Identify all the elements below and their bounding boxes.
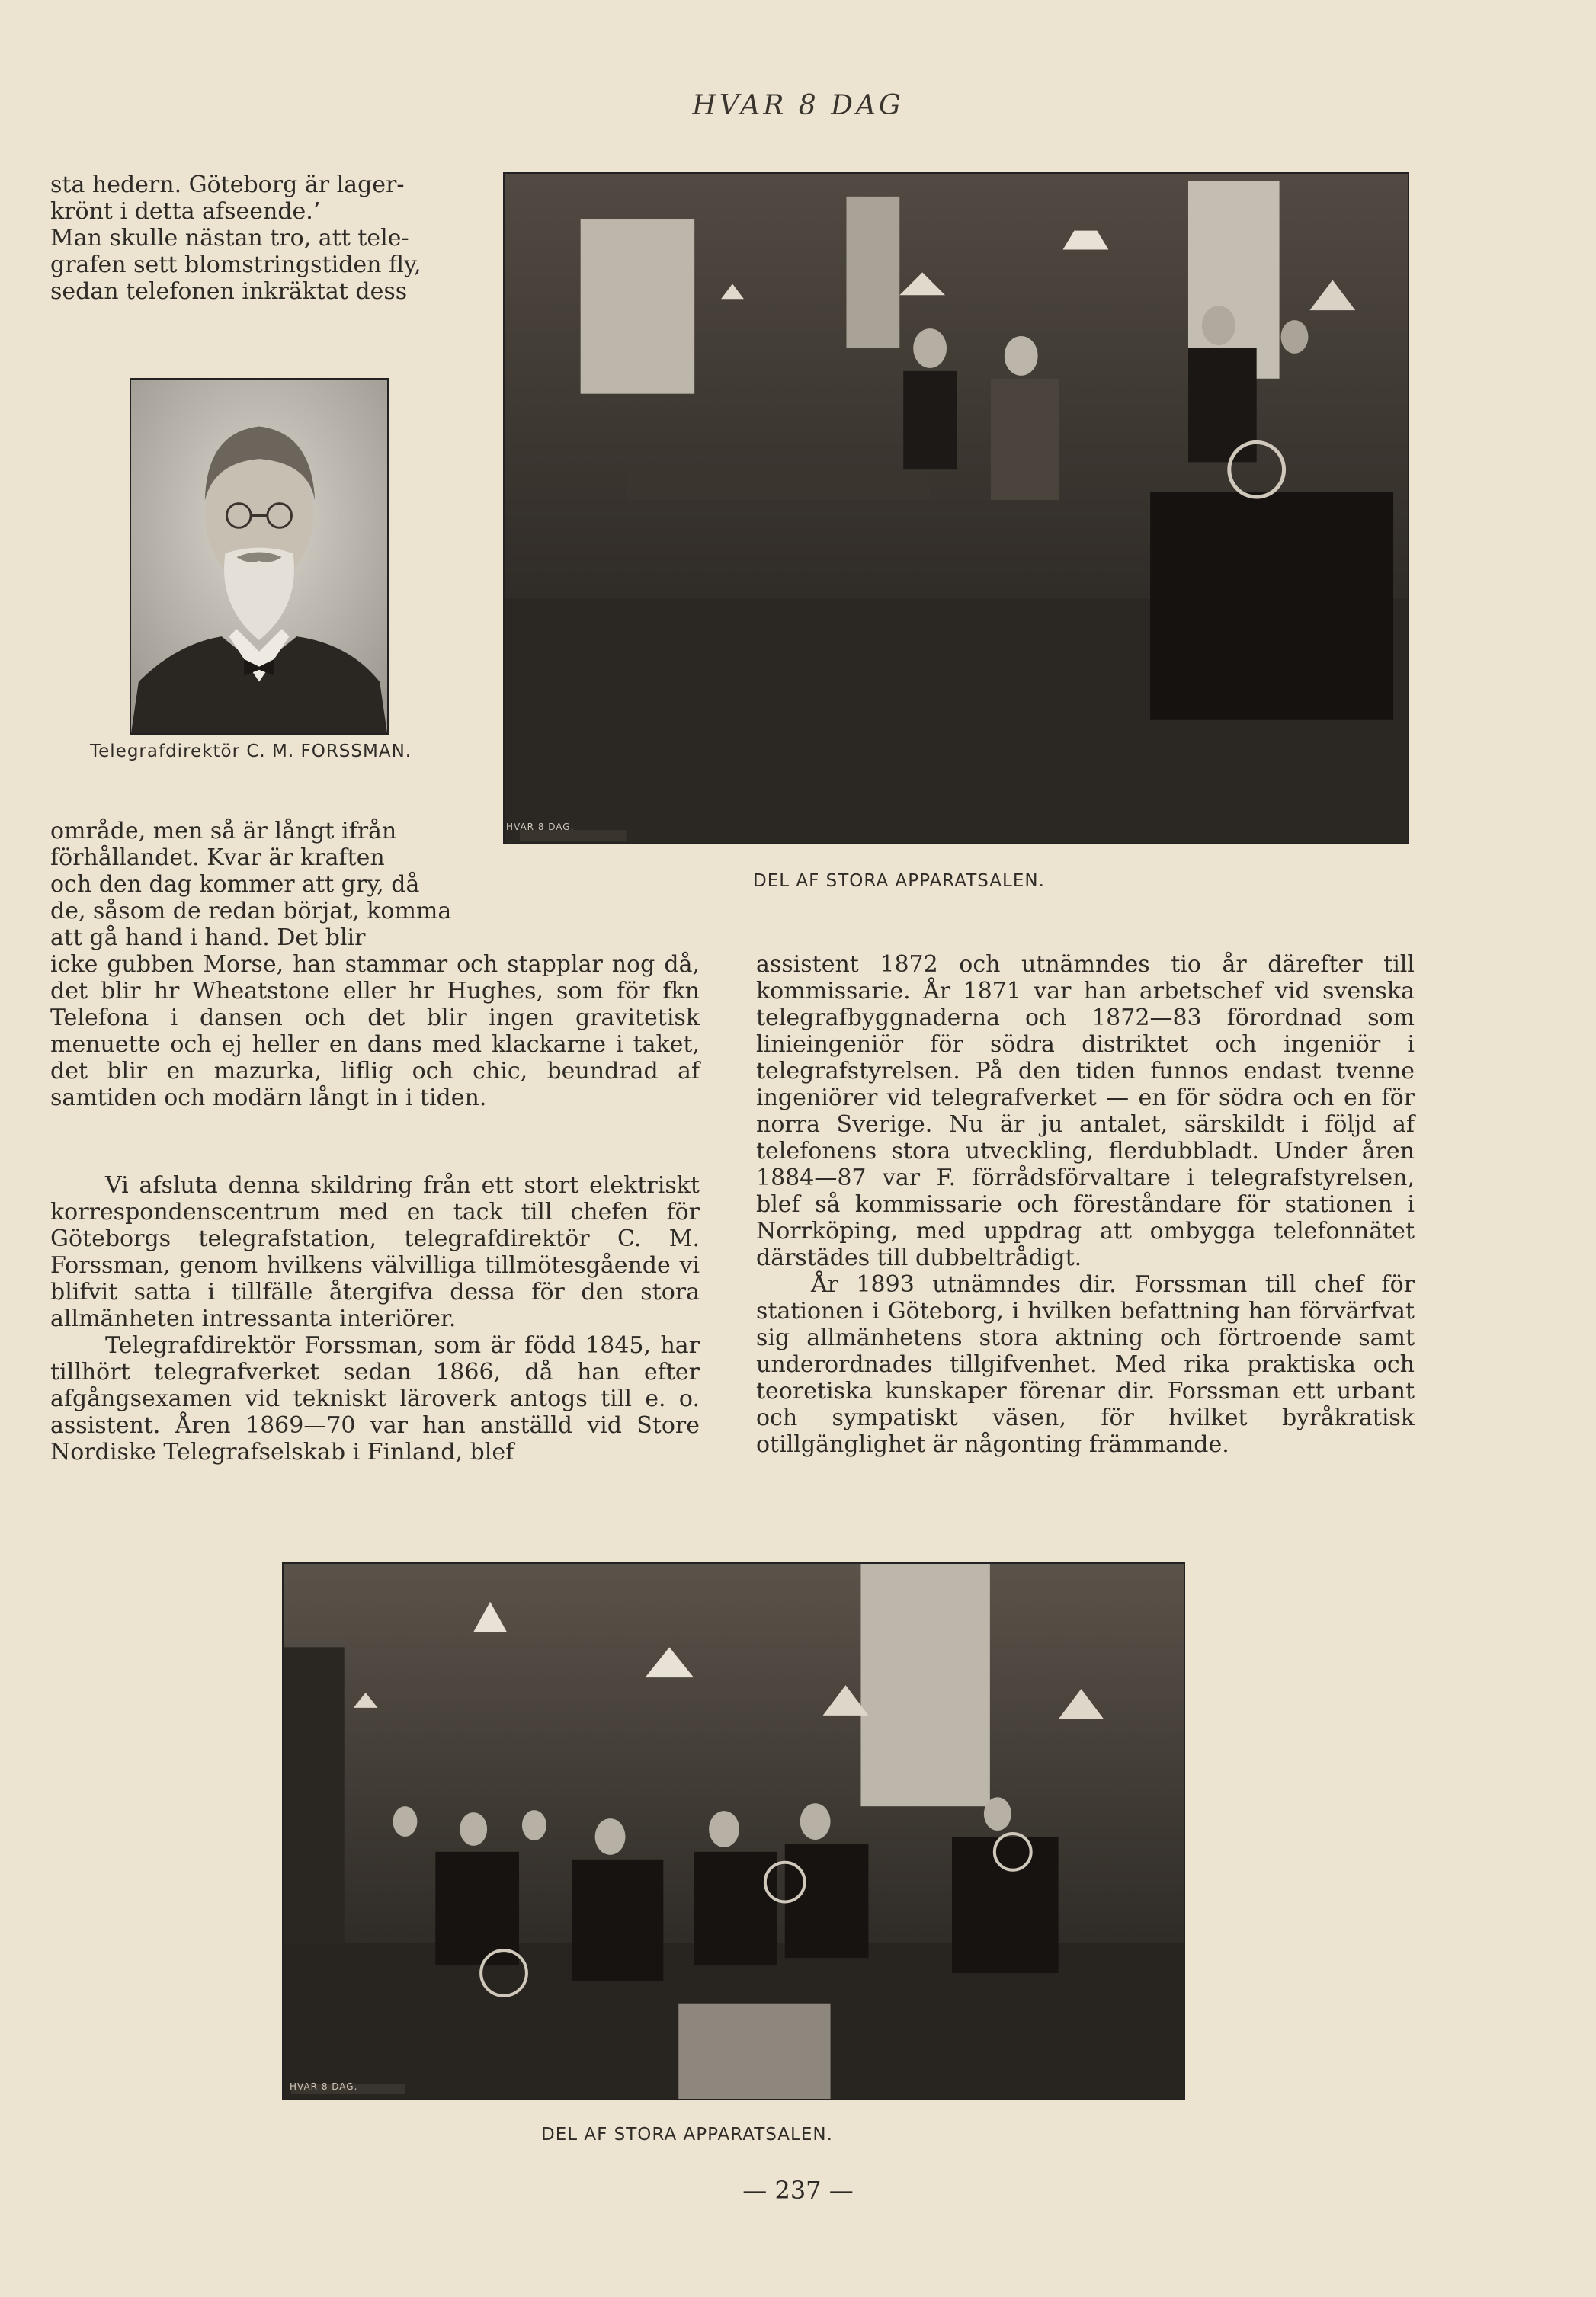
paragraph: Vi afsluta denna skildring från ett stort elektriskt korrespondenscentrum med en tack till chefen för Göteborgs telegrafstation, telegrafdirektör C. M. Forssman, genom hvilkens välvilliga tillmötesgående vi blifvit satta i tillfälle återgifva dessa för den stora allmänheten intressanta interiörer. (50, 1172, 700, 1332)
paragraph: icke gubben Morse, han stammar och stapplar nog då, det blir hr Wheatstone eller hr Hughes, som för fkn Telefona i dansen och det blir ingen gravitetisk menuette och ej heller en dans med klackarne i taket, det blir en mazurka, liflig och chic, beundrad af samtiden och modärn långt in i tiden. (50, 951, 700, 1111)
telegraph-hall-photo-top (503, 172, 1409, 844)
photo-bottom-watermark: HVAR 8 DAG. (290, 2081, 358, 2092)
text-line: krönt i detta afseende.’ (50, 198, 321, 225)
portrait-photo (130, 378, 389, 735)
photo-bottom-caption: DEL AF STORA APPARATSALEN. (541, 2125, 833, 2145)
text-line: område, men så är långt ifrån (50, 818, 397, 844)
photo-top-watermark: HVAR 8 DAG. (506, 822, 575, 832)
left-column-mid-text (50, 818, 458, 951)
text-line: förhållandet. Kvar är kraften (50, 844, 385, 871)
text-line: sta hedern. Göteborg är lager- (50, 171, 405, 198)
left-column-top-text (50, 171, 458, 305)
text-line: att gå hand i hand. Det blir (50, 924, 366, 951)
text-line: och den dag kommer att gry, då (50, 871, 420, 898)
text-line: sedan telefonen inkräktat dess (50, 278, 408, 305)
portrait-caption: Telegrafdirektör C. M. FORSSMAN. (90, 742, 412, 761)
text-line: de, såsom de redan börjat, komma (50, 898, 452, 924)
text-line: Man skulle nästan tro, att tele- (50, 225, 409, 251)
photo-top-caption: DEL AF STORA APPARATSALEN. (753, 871, 1045, 891)
running-header: HVAR 8 DAG (692, 90, 904, 121)
right-column-body (756, 951, 1415, 1458)
paragraph: Telegrafdirektör Forssman, som är född 1845, har tillhört telegrafverket sedan 1866, då han efter afgångsexamen vid tekniskt läroverk antogs till e. o. assistent. Åren 1869—70 var han anställd vid Store Nordiske Telegrafselskab i Finland, blef (50, 1332, 700, 1466)
paragraph: assistent 1872 och utnämndes tio år därefter till kommissarie. År 1871 var han arbetschef vid svenska telegrafbyggnaderna och 1872—83 förordnad som linieingeniör för södra distriktet och ingeniör i telegrafstyrelsen. På den tiden funnos endast tvenne ingeniörer vid telegrafverket — en för södra och en för norra Sverige. Nu är ju antalet, särskildt i följd af telefonens stora utveckling, flerdubbladt. Under åren 1884—87 var F. förrådsförvaltare i telegrafstyrelsen, blef så kommissarie och föreståndare för stationen i Norrköping, med uppdrag att ombygga telefonnätet därstädes till dubbeltrådigt. (756, 951, 1415, 1271)
page-number: — 237 — (742, 2176, 854, 2205)
left-column-body (50, 951, 700, 1466)
telegraph-hall-photo-bottom (282, 1562, 1185, 2100)
text-line: grafen sett blomstringstiden fly, (50, 251, 421, 278)
paragraph: År 1893 utnämndes dir. Forssman till chef för stationen i Göteborg, i hvilken befattning han förvärfvat sig allmänhetens stora aktning och förtroende samt underordnades tillgifvenhet. Med rika praktiska och teoretiska kunskaper förenar dir. Forssman ett urbant och sympatiskt väsen, för hvilket byråkratisk otillgänglighet är någonting främmande. (756, 1271, 1415, 1458)
